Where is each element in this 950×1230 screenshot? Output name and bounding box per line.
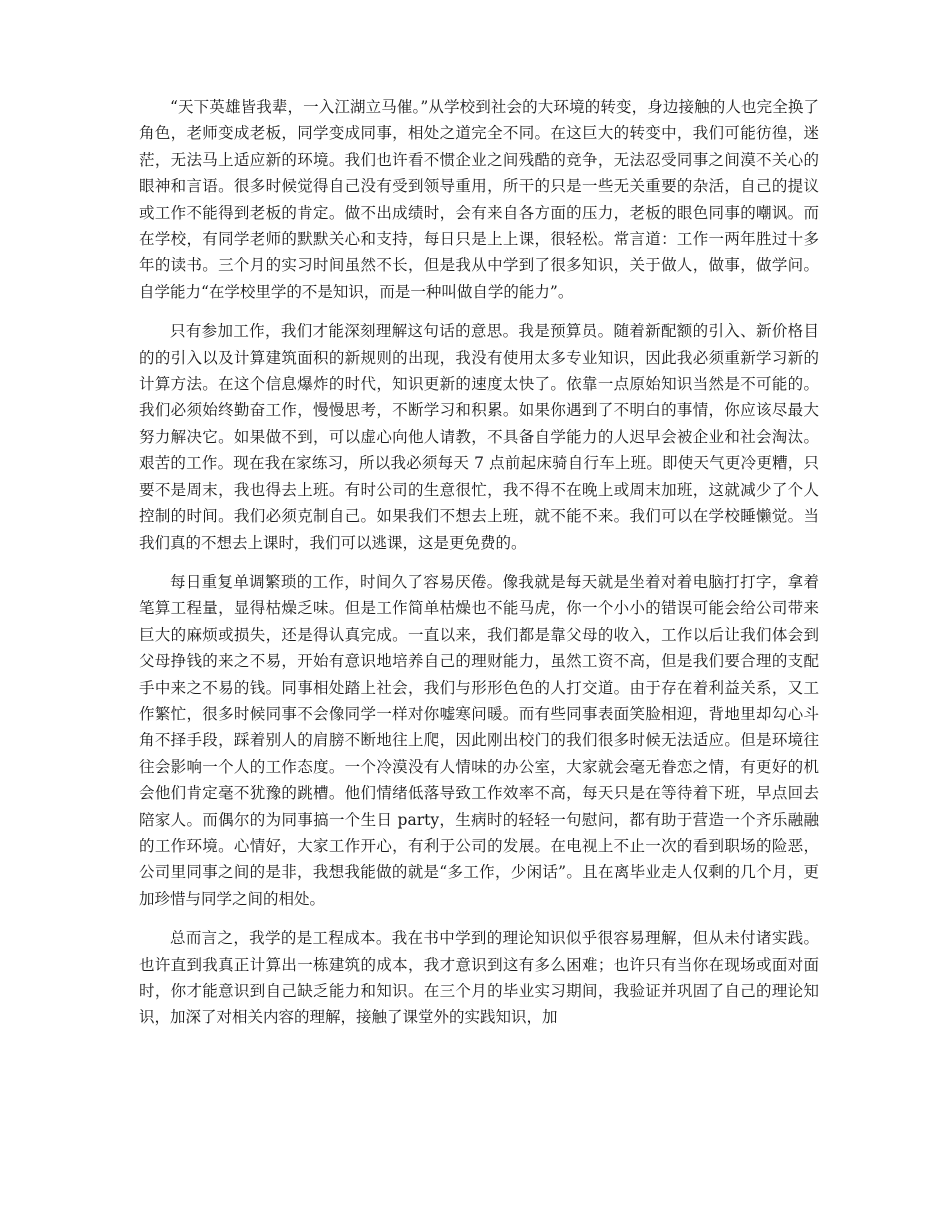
paragraph-4: 总而言之，我学的是工程成本。我在书中学到的理论知识似乎很容易理解，但从未付诸实践。也许直到我真正计算出一栋建筑的成本，我才意识到这有多么困难；也许只有当你在现场或面对面时，你才能意识到自己缺乏能力和知识。在三个月的毕业实习期间，我验证并巩固了自己的理论知识，加深了对相关内容的理解，接触了课堂外的实践知识，加 <box>139 929 819 1027</box>
document-body <box>139 94 819 1031</box>
paragraph-1: “天下英雄皆我辈，一入江湖立马催。”从学校到社会的大环境的转变，身边接触的人也完全换了角色，老师变成老板，同学变成同事，相处之道完全不同。在这巨大的转变中，我们可能彷徨，迷茫，无法马上适应新的环境。我们也许看不惯企业之间残酷的竞争，无法忍受同事之间漠不关心的眼神和言语。很多时候觉得自己没有受到领导重用，所干的只是一些无关重要的杂活，自己的提议或工作不能得到老板的肯定。做不出成绩时，会有来自各方面的压力，老板的眼色同事的嘲讽。而在学校，有同学老师的默默关心和支持，每日只是上上课，很轻松。常言道：工作一两年胜过十多年的读书。三个月的实习时间虽然不长，但是我从中学到了很多知识，关于做人，做事，做学问。自学能力“在学校里学的不是知识，而是一种叫做自学的能力”。 <box>139 98 819 301</box>
paragraph-2: 只有参加工作，我们才能深刻理解这句话的意思。我是预算员。随着新配额的引入、新价格目的的引入以及计算建筑面积的新规则的出现，我没有使用太多专业知识，因此我必须重新学习新的计算方法。在这个信息爆炸的时代，知识更新的速度太快了。依靠一点原始知识当然是不可能的。我们必须始终勤奋工作，慢慢思考，不断学习和积累。如果你遇到了不明白的事情，你应该尽最大努力解决它。如果做不到，可以虚心向他人请教，不具备自学能力的人迟早会被企业和社会淘汰。艰苦的工作。现在我在家练习，所以我必须每天 7 点前起床骑自行车上班。即使天气更冷更糟，只要不是周末，我也得去上班。有时公司的生意很忙，我不得不在晚上或周末加班，这就减少了个人控制的时间。我们必须克制自己。如果我们不想去上班，就不能不来。我们可以在学校睡懒觉。当我们真的不想去上课时，我们可以逃课，这是更免费的。 <box>139 322 819 552</box>
paragraph-3: 每日重复单调繁琐的工作，时间久了容易厌倦。像我就是每天就是坐着对着电脑打打字，拿着笔算工程量，显得枯燥乏味。但是工作简单枯燥也不能马虎，你一个小小的错误可能会给公司带来巨大的麻烦或损失，还是得认真完成。一直以来，我们都是靠父母的收入，工作以后让我们体会到父母挣钱的来之不易，开始有意识地培养自己的理财能力，虽然工资不高，但是我们要合理的支配手中来之不易的钱。同事相处踏上社会，我们与形形色色的人打交道。由于存在着利益关系，又工作繁忙，很多时候同事不会像同学一样对你嘘寒问暖。而有些同事表面笑脸相迎，背地里却勾心斗角不择手段，踩着别人的肩膀不断地往上爬，因此刚出校门的我们很多时候无法适应。但是环境往往会影响一个人的工作态度。一个冷漠没有人情味的办公室，大家就会毫无眷恋之情，有更好的机会他们肯定毫不犹豫的跳槽。他们情绪低落导致工作效率不高，每天只是在等待着下班，早点回去陪家人。而偶尔的为同事搞一个生日 party，生病时的轻轻一句慰问，都有助于营造一个齐乐融融的工作环境。心情好，大家工作开心，有利于公司的发展。在电视上不止一次的看到职场的险恶，公司里同事之间的是非，我想我能做的就是“多工作，少闲话”。且在离毕业走人仅剩的几个月，更加珍惜与同学之间的相处。 <box>139 572 819 908</box>
